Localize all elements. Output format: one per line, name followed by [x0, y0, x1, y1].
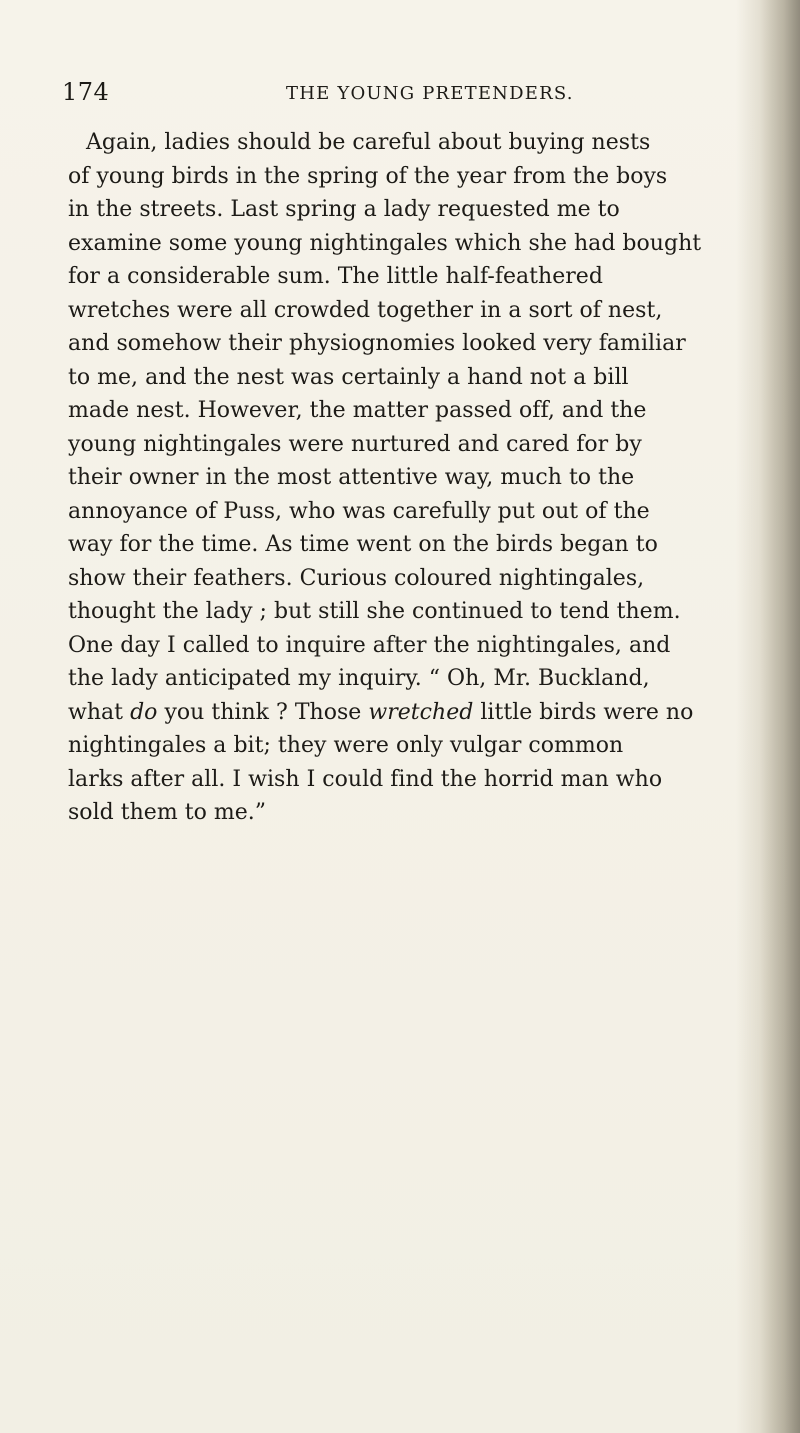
text-fragment: little birds were no [473, 699, 694, 725]
text-line [68, 696, 780, 730]
text-line: made nest. However, the matter passed off, and the [68, 398, 647, 423]
italic-word: do [130, 699, 158, 725]
text-line: and somehow their physiognomies looked very familiar [68, 331, 686, 356]
text-line: annoyance of Puss, who was carefully put out of the [68, 498, 650, 524]
text-line: nightingales a bit; they were only vulgar common [68, 733, 624, 758]
text-line: examine some young nightingales which she had bought [68, 230, 702, 256]
text-line: show their feathers. Curious coloured nightingales, [68, 565, 645, 591]
text-fragment: what [68, 699, 131, 725]
text-line: in the streets. Last spring a lady requested me to [68, 197, 620, 222]
running-head: THE YOUNG PRETENDERS. [286, 83, 574, 104]
text-line: One day I called to inquire after the nightingales, and [68, 632, 671, 658]
text-fragment: you think ? Those [157, 699, 369, 725]
page-header [62, 78, 722, 110]
text-line: sold them to me.” [68, 800, 267, 825]
body-text [68, 126, 780, 830]
text-line: their owner in the most attentive way, much to the [68, 465, 635, 490]
text-line: of young birds in the spring of the year from the boys [68, 163, 668, 189]
text-line: for a considerable sum. The little half-feathered [68, 264, 603, 289]
text-line: thought the lady ; but still she continued to tend them. [68, 599, 681, 624]
text-line: the lady anticipated my inquiry. “ Oh, Mr. Buckland, [68, 666, 650, 691]
italic-word: wretched [368, 699, 474, 725]
text-line: wretches were all crowded together in a sort of nest, [68, 297, 663, 323]
text-line: young nightingales were nurtured and cared for by [68, 431, 642, 457]
text-line: to me, and the nest was certainly a hand not a bill [68, 364, 629, 390]
text-line: Again, ladies should be careful about buying nests [86, 130, 651, 155]
text-line: way for the time. As time went on the birds began to [68, 532, 658, 557]
text-line: larks after all. I wish I could find the horrid man who [68, 766, 663, 792]
page-number: 174 [62, 78, 110, 106]
